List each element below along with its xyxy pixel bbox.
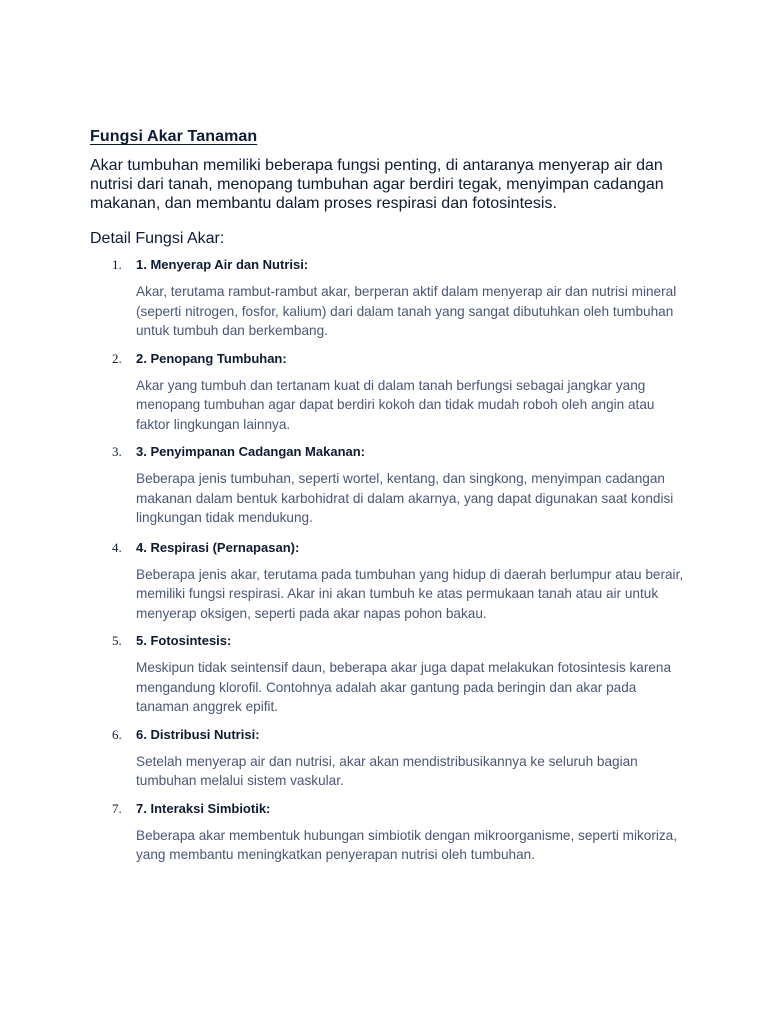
item-description: Beberapa jenis tumbuhan, seperti wortel, kentang, dan singkong, menyimpan cadangan makanan dalam bentuk karbohidrat di dalam akarnya, yang dapat digunakan saat kondisi lingkungan tidak mendukung. bbox=[136, 471, 674, 525]
list-number: 3. bbox=[112, 444, 122, 459]
item-description: Meskipun tidak seintensif daun, beberapa akar juga dapat melakukan fotosintesis karena mengandung klorofil. Contohnya adalah akar gantung pada beringin dan akar pada tanaman anggrek epifit. bbox=[136, 660, 672, 714]
item-title: 4. Respirasi (Pernapasan): bbox=[136, 539, 300, 555]
list-item bbox=[90, 443, 690, 528]
list-number: 2. bbox=[112, 350, 122, 366]
item-description: Setelah menyerap air dan nutrisi, akar akan mendistribusikannya ke seluruh bagian tumbuhan melalui sistem vaskular. bbox=[136, 753, 638, 788]
list-number: 4. bbox=[112, 539, 122, 555]
list-item bbox=[90, 726, 690, 791]
intro-paragraph: Akar tumbuhan memiliki beberapa fungsi penting, di antaranya menyerap air dan nutrisi dari tanah, menopang tumbuhan agar berdiri tegak, menyimpan cadangan makanan, dan membantu dalam proses respirasi dan fotosintesis. bbox=[90, 157, 664, 212]
list-item bbox=[90, 539, 690, 624]
item-title: 6. Distribusi Nutrisi: bbox=[136, 726, 260, 742]
item-description: Beberapa jenis akar, terutama pada tumbuhan yang hidup di daerah berlumpur atau berair, memiliki fungsi respirasi. Akar ini akan tumbuh ke atas permukaan tanah atau air untuk menyerap oksigen, seperti pada akar napas pohon bakau. bbox=[136, 566, 684, 621]
item-description: Akar yang tumbuh dan tertanam kuat di dalam tanah berfungsi sebagai jangkar yang menopang tumbuhan agar dapat berdiri kokoh dan tidak mudah roboh oleh angin atau faktor lingkungan lainnya. bbox=[136, 377, 655, 432]
list-item bbox=[90, 256, 690, 341]
function-list bbox=[90, 256, 690, 865]
item-title: 1. Menyerap Air dan Nutrisi: bbox=[136, 257, 309, 272]
list-item bbox=[90, 632, 690, 717]
list-number: 6. bbox=[112, 726, 122, 742]
item-title: 7. Interaksi Simbiotik: bbox=[136, 800, 271, 816]
item-title: 5. Fotosintesis: bbox=[136, 633, 232, 648]
item-description: Akar, terutama rambut-rambut akar, berperan aktif dalam menyerap air dan nutrisi mineral (seperti nitrogen, fosfor, kalium) dari dalam tanah yang sangat dibutuhkan oleh tumbuhan untuk tumbuh dan berkembang. bbox=[136, 284, 677, 338]
item-title: 3. Penyimpanan Cadangan Makanan: bbox=[136, 444, 366, 459]
list-item bbox=[90, 350, 690, 435]
list-item bbox=[90, 800, 690, 865]
item-description: Beberapa akar membentuk hubungan simbiotik dengan mikroorganisme, seperti mikoriza, yang membantu meningkatkan penyerapan nutrisi oleh tumbuhan. bbox=[136, 827, 678, 862]
item-title: 2. Penopang Tumbuhan: bbox=[136, 350, 287, 366]
page-title: Fungsi Akar Tanaman bbox=[90, 128, 258, 145]
list-number: 1. bbox=[112, 257, 122, 272]
detail-heading: Detail Fungsi Akar: bbox=[90, 230, 225, 247]
list-number: 5. bbox=[112, 633, 122, 648]
document-page bbox=[90, 127, 690, 865]
list-number: 7. bbox=[112, 800, 122, 816]
